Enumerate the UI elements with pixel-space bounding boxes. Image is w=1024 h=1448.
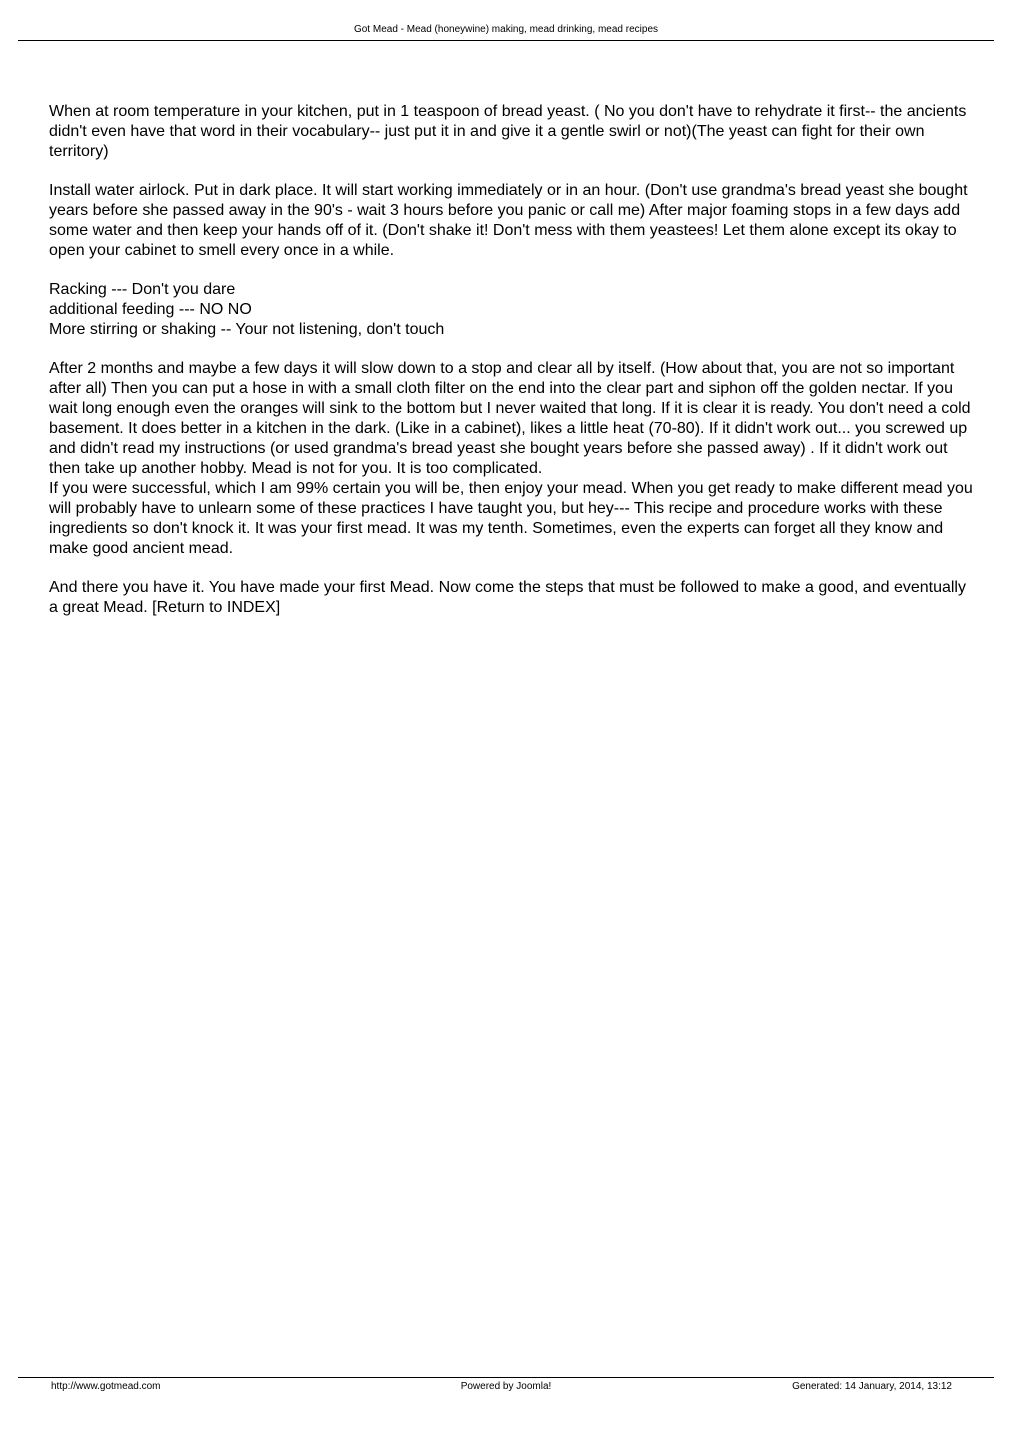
footer-powered-by: Powered by Joomla! [460, 1381, 552, 1392]
footer-generated-date: Generated: 14 January, 2014, 13:12 [792, 1381, 952, 1392]
paragraph-airlock: Install water airlock. Put in dark place. It will start working immediately or in an hour. (Don't use grandma's bread yeast she bought years before she passed away in the 90's - wait 3 hours before you panic or call me) After major foaming stops in a few days add some water and then keep your hands off of it. (Don't shake it! Don't mess with them yeastees! Let them alone except its okay to open your cabinet to smell every once in a while. [49, 182, 968, 259]
list-item-stirring: More stirring or shaking -- Your not listening, don't touch [49, 321, 445, 338]
paragraph-clearing: After 2 months and maybe a few days it will slow down to a stop and clear all by itself. (How about that, you are not so important after all) Then you can put a hose in with a small cloth filter on the end into the clear part and siphon off the golden nectar. If you wait long enough even the oranges will sink to the bottom but I never waited that long. If it is clear it is ready. You don't need a cold basement. It does better in a kitchen in the dark. (Like in a cabinet), likes a little heat (70-80). If it didn't work out... you screwed up and didn't read my instructions (or used grandma's bread yeast she bought years before she passed away) . If it didn't work out then take up another hobby. Mead is not for you. It is too complicated. [49, 360, 971, 477]
paragraph-conclusion: And there you have it. You have made your first Mead. Now come the steps that must be followed to make a good, and eventually a great Mead. [Return to INDEX] [49, 579, 966, 616]
paragraph-success: If you were successful, which I am 99% certain you will be, then enjoy your mead. When you get ready to make different mead you will probably have to unlearn some of these practices I have taught you, but hey--- This recipe and procedure works with these ingredients so don't knock it. It was your first mead. It was my tenth. Sometimes, even the experts can forget all they know and make good ancient mead. [49, 480, 973, 557]
paragraph-yeast: When at room temperature in your kitchen, put in 1 teaspoon of bread yeast. ( No you don't have to rehydrate it first-- the ancients didn't even have that word in their vocabulary-- just put it in and give it a gentle swirl or not)(The yeast can fight for their own territory) [49, 103, 967, 160]
dont-list [49, 280, 974, 340]
header-title: Got Mead - Mead (honeywine) making, mead drinking, mead recipes [353, 24, 659, 35]
page-header [18, 22, 994, 41]
list-item-racking: Racking --- Don't you dare [49, 281, 236, 298]
list-item-feeding: additional feeding --- NO NO [49, 301, 252, 318]
footer-url[interactable]: http://www.gotmead.com [51, 1381, 161, 1392]
article-body [49, 102, 974, 637]
page-footer [18, 1377, 994, 1396]
